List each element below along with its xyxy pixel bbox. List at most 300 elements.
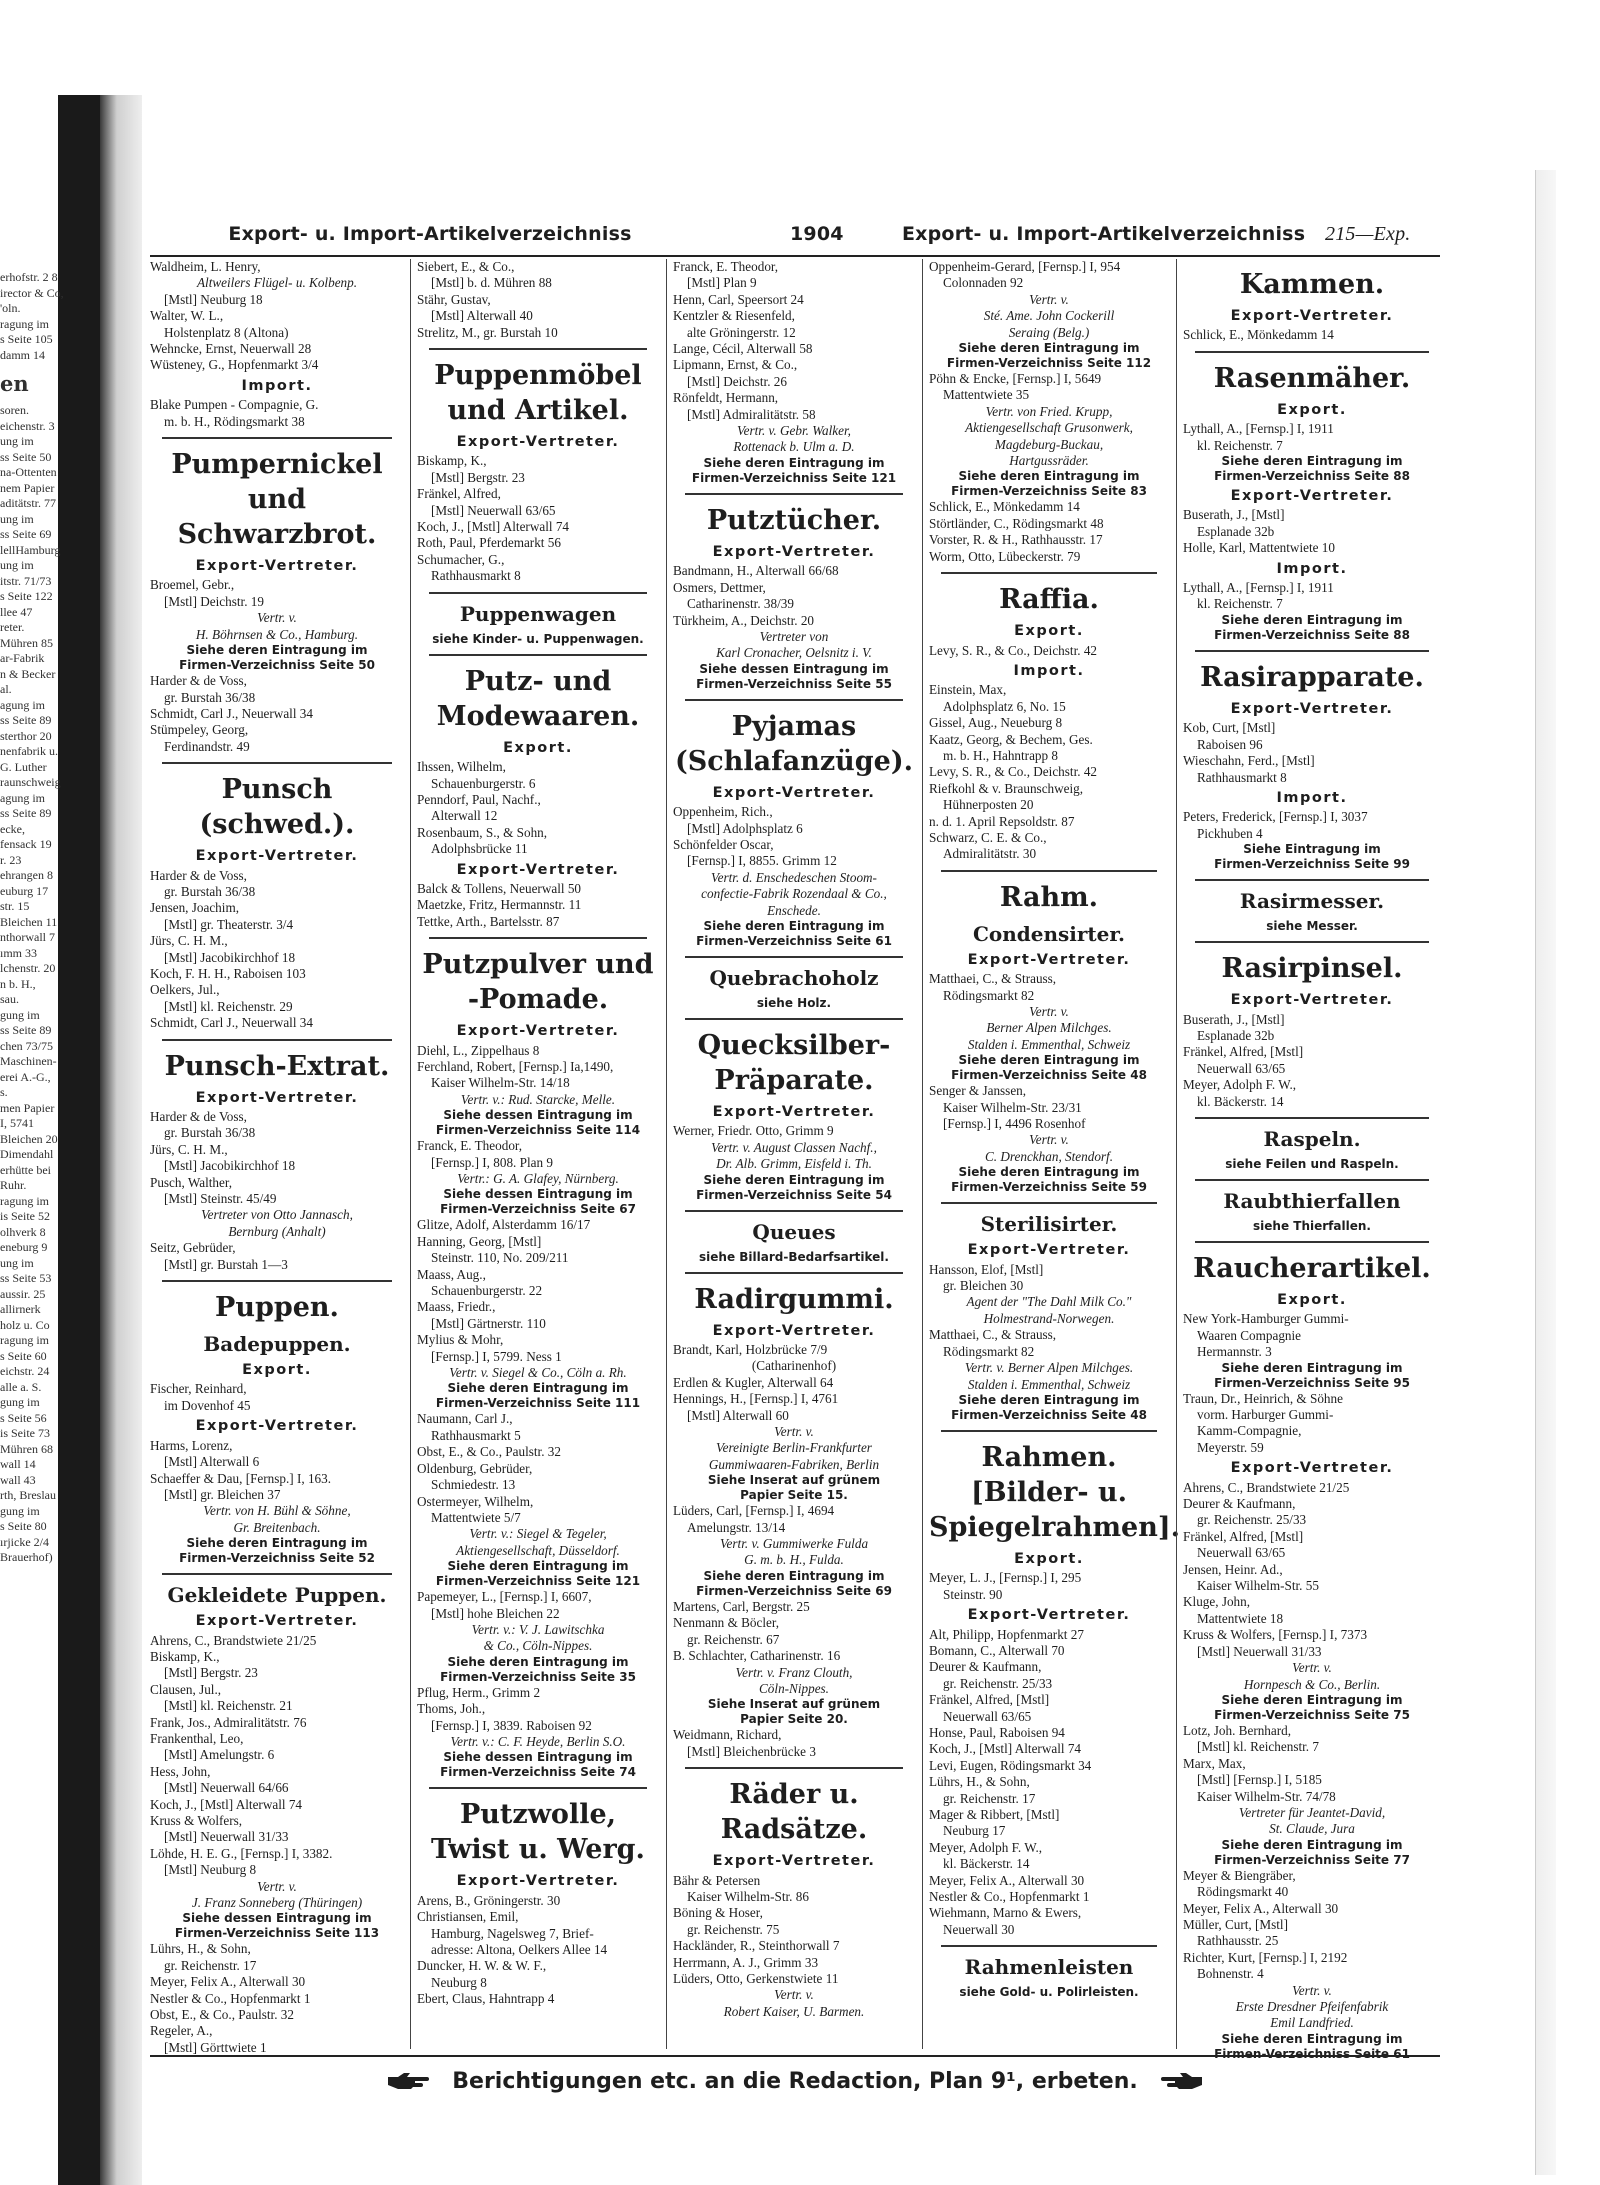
cross-reference-note: Siehe dessen Eintragung im [443,1187,633,1202]
representation-note: & Co., Cöln-Nippes. [483,1638,593,1654]
directory-entry: Kruss & Wolfers, [150,1813,243,1828]
representation-note: Berner Alpen Milchges. [986,1020,1112,1036]
cross-reference-note: Firmen-Verzeichniss Seite 77 [1214,1852,1410,1867]
cross-reference-note: Firmen-Verzeichniss Seite 54 [696,1187,892,1202]
section-divider [685,1767,903,1769]
directory-entry: kl. Bäckerstr. 14 [1197,1093,1284,1109]
directory-entry: Harder & de Voss, [150,867,247,883]
facing-page-line: agung im [0,697,45,712]
cross-reference-note: Firmen-Verzeichniss Seite 114 [435,1123,641,1138]
directory-entry: Fränkel, Alfred, [Mstl] [1183,1044,1304,1060]
pointing-hand-left-icon [1156,2071,1204,2091]
directory-entry: Lüders, Carl, [Fernsp.] I, 4694 [673,1503,835,1519]
section-divider [1195,1241,1429,1243]
cross-reference-note: Firmen-Verzeichniss Seite 69 [696,1583,892,1598]
footer-notice [150,2055,1440,2105]
representation-note: Vertreter von Otto Jannasch, [201,1207,353,1223]
directory-entry: Steinstr. 110, No. 209/211 [431,1250,569,1266]
representation-note: Vertr. v. [774,1987,814,2003]
representation-note: Vertr. v. Franz Clouth, [735,1664,853,1680]
section-divider [1195,1117,1429,1119]
directory-entry: Maetzke, Fritz, Hermannstr. 11 [417,897,582,913]
cross-reference-note: Siehe deren Eintragung im [958,1392,1140,1407]
cross-reference-note: Siehe dessen Eintragung im [443,1750,633,1765]
directory-entry: gr. Burstah 36/38 [164,1125,256,1141]
category-heading: Putzwolle, Twist u. Werg. [431,1799,645,1866]
facing-page-line: allirnerk [0,1302,41,1316]
facing-page-line: s Seite 60 [0,1348,47,1363]
directory-entry: Franck, E. Theodor, [673,259,779,274]
directory-entry: Levy, S. R., & Co., Deichstr. 42 [929,642,1098,658]
directory-entry: Rödingsmarkt 82 [943,987,1035,1003]
footer-text: Berichtigungen etc. an die Redaction, Plan 9¹, erbeten. [452,2068,1138,2094]
directory-entry: Buserath, J., [Mstl] [1183,507,1285,523]
cross-reference-note: Siehe deren Eintragung im [1221,1837,1403,1852]
cross-reference-note: Siehe deren Eintragung im [447,1559,629,1574]
representation-note: Gummiwaaren-Fabriken, Berlin [708,1456,880,1472]
directory-entry: Kentzler & Riesenfeld, [673,308,795,324]
directory-entry: Wiehmann, Marno & Ewers, [929,1905,1082,1921]
representation-note: Vertreter für Jeantet-David, [1238,1804,1386,1820]
directory-entry: Maass, Friedr., [417,1299,496,1315]
facing-page-line: al. [0,682,12,696]
section-label: Export-Vertreter. [712,1853,876,1870]
directory-entry: Neuburg 17 [943,1823,1006,1839]
directory-entry: Hansson, Elof, [Mstl] [929,1261,1044,1277]
directory-entry: Schaeffer & Dau, [Fernsp.] I, 163. [150,1470,332,1486]
facing-page-fragment [0,270,84,2100]
section-label: Export-Vertreter. [1230,488,1394,505]
directory-entry: [Mstl] Bergstr. 23 [164,1665,258,1681]
directory-entry: Penndorf, Paul, Nachf., [417,791,541,807]
directory-entry: Pickhuben 4 [1197,825,1263,841]
cross-reference-note: Firmen-Verzeichniss Seite 67 [440,1202,636,1217]
facing-page-line: ragung im [0,316,49,331]
page-number: 215—Exp. [1325,223,1411,245]
directory-entry: n. d. 1. April Repsoldstr. 87 [929,813,1075,829]
directory-entry: vorm. Harburger Gummi- [1197,1407,1334,1422]
section-divider [1195,941,1429,943]
directory-entry: Ostermeyer, Wilhelm, [417,1493,534,1509]
representation-note: Vertr.: G. A. Glafey, Nürnberg. [457,1171,619,1186]
category-heading: Raffia. [999,584,1099,616]
representation-note: Seraing (Belg.) [1008,324,1090,340]
section-divider [429,1787,647,1789]
cross-reference-note: Papier Seite 15. [740,1488,848,1503]
directory-entry: Ferdinandstr. 49 [164,738,250,754]
directory-entry: [Mstl] [Fernsp.] I, 5185 [1197,1772,1322,1788]
directory-entry: Ahrens, C., Brandstwiete 21/25 [150,1632,317,1648]
directory-entry: gr. Reichenstr. 75 [687,1921,780,1937]
facing-page-line: I, 5741 [0,1116,34,1130]
facing-page-line: men Papier [0,1100,55,1115]
facing-page-line: reter. [0,620,25,634]
representation-note: Vertr. v.: C. F. Heyde, Berlin S.O. [450,1733,626,1749]
directory-entry: Schwarz, C. E. & Co., [929,829,1047,845]
directory-entry: Rödingsmarkt 82 [943,1343,1035,1359]
directory-entry: [Mstl] Admiralitätstr. 58 [687,406,816,422]
representation-note: Rottenack b. Ulm a. D. [733,439,855,455]
cross-reference-note: Firmen-Verzeichniss Seite 50 [179,658,375,673]
facing-page-line: s. [0,1085,8,1099]
directory-entry: Brandt, Karl, Holzbrücke 7/9 [673,1342,828,1357]
facing-page-line: Ruhr. [0,1178,27,1192]
directory-entry: Henn, Carl, Speersort 24 [673,291,804,307]
directory-entry: Hess, John, [150,1763,211,1779]
directory-entry: gr. Bleichen 30 [943,1278,1024,1294]
facing-page-line: Mühren 85 [0,635,53,650]
directory-entry: Koch, J., [Mstl] Alterwall 74 [929,1741,1082,1757]
section-divider [429,348,647,350]
directory-entry: [Mstl] Neuerwall 63/65 [431,502,556,518]
cross-reference-note: Firmen-Verzeichniss Seite 121 [691,470,897,485]
section-label: Export-Vertreter. [195,1613,359,1630]
directory-entry: kl. Reichenstr. 7 [1197,437,1283,453]
category-heading: Pumpernickel und Schwarzbrot. [171,449,383,551]
directory-entry: Nestler & Co., Hopfenmarkt 1 [150,1990,311,2006]
directory-entry: Meyer, L. J., [Fernsp.] I, 295 [929,1570,1082,1586]
directory-entry: Pusch, Walther, [150,1174,233,1190]
directory-entry: Lührs, H., & Sohn, [929,1774,1030,1790]
directory-entry: Weidmann, Richard, [673,1727,782,1743]
directory-entry: Franck, E. Theodor, [417,1138,523,1154]
category-heading: Pyjamas (Schlafanzüge). [674,710,914,777]
directory-entry: Adolphsplatz 6, No. 15 [943,698,1066,714]
section-divider [1195,351,1429,353]
representation-note: Emil Landfried. [1270,2015,1354,2031]
directory-entry: New York-Hamburger Gummi- [1183,1311,1349,1327]
category-heading: Puppen. [215,1292,339,1324]
section-label: Export-Vertreter. [967,1607,1131,1624]
directory-entry: [Mstl] Deichstr. 19 [164,593,264,609]
directory-entry: [Mstl] Alterwall 6 [164,1454,260,1470]
facing-page-line: ss Seite 89 [0,1023,52,1037]
directory-entry: Fränkel, Alfred, [Mstl] [1183,1528,1304,1544]
section-label: Export-Vertreter. [456,434,620,451]
directory-entry: Bähr & Petersen [673,1872,761,1888]
directory-entry: adresse: Altona, Oelkers Allee 14 [431,1942,608,1957]
directory-entry: Balck & Tollens, Neuerwall 50 [417,880,582,896]
facing-page-line: ımm 33 [0,945,38,960]
directory-entry: Neuerwall 63/65 [1197,1545,1286,1561]
representation-note: Vertr. v. [257,610,297,626]
cross-reference-note: Siehe deren Eintragung im [703,455,885,470]
facing-page-line: ung im [0,434,34,448]
directory-entry: Deurer & Kaufmann, [1183,1496,1296,1512]
directory-entry: Frank, Jos., Admiralitätstr. 76 [150,1714,307,1730]
directory-entry: Hühnerposten 20 [943,797,1034,813]
cross-reference-note: Siehe deren Eintragung im [186,1536,368,1551]
directory-entry: Ihssen, Wilhelm, [417,759,506,775]
facing-page-line: Dimendahl [0,1147,54,1161]
cross-reference-note: Firmen-Verzeichniss Seite 88 [1214,469,1410,484]
directory-entry: Koch, J., [Mstl] Alterwall 74 [150,1796,303,1812]
directory-entry: Holle, Karl, Mattentwiete 10 [1183,540,1335,556]
representation-note: H. Böhrnsen & Co., Hamburg. [195,626,359,642]
directory-entry: Kamm-Compagnie, [1197,1423,1302,1439]
facing-page-line: itstr. 71/73 [0,573,52,588]
directory-entry: Ferchland, Robert, [Fernsp.] Ia,1490, [417,1058,614,1074]
section-divider [1195,879,1429,881]
directory-entry: Stähr, Gustav, [417,291,491,307]
cross-reference-note: Firmen-Verzeichniss Seite 61 [1214,2046,1410,2061]
cross-reference-note: Siehe deren Eintragung im [447,1654,629,1669]
directory-entry: Levy, S. R., & Co., Deichstr. 42 [929,764,1098,780]
facing-page-line: G. Luther [0,759,47,774]
facing-page-line: euburg 17 [0,883,49,898]
representation-note: Vertr. von Fried. Krupp, [985,403,1113,419]
directory-entry: Holstenplatz 8 (Altona) [164,324,289,340]
representation-note: Vertr. v. Berner Alpen Milchges. [964,1360,1134,1376]
cross-reference-note: Firmen-Verzeichniss Seite 99 [1214,857,1410,872]
facing-page-line: Maschinen- [0,1054,57,1068]
representation-note: Aktiengesellschaft, Düsseldorf. [456,1542,620,1558]
facing-page-line: ırjicke 2/4 [0,1534,49,1549]
section-divider [429,592,647,594]
directory-entry: Harder & de Voss, [150,673,247,689]
section-divider [941,572,1157,574]
representation-note: Aktiengesellschaft Grusonwerk, [965,420,1133,436]
cross-reference-note: Siehe Eintragung im [1243,842,1381,857]
facing-page-line: nenfabrik u. [0,744,58,758]
representation-note: Dr. Alb. Grimm, Eisfeld i. Th. [716,1156,872,1172]
directory-entry: Oppenheim-Gerard, [Fernsp.] I, 954 [929,259,1121,274]
section-label: Export-Vertreter. [712,543,876,560]
directory-entry: alte Gröningerstr. 12 [687,324,796,340]
facing-page-line: ss Seite 69 [0,527,52,541]
section-label: Import. [1276,789,1348,806]
cross-reference-note: Siehe deren Eintragung im [1221,2031,1403,2046]
cross-reference-note: Firmen-Verzeichniss Seite 61 [696,933,892,948]
directory-entry: [Mstl] b. d. Mühren 88 [431,275,552,291]
directory-entry: Wüsteney, G., Hopfenmarkt 3/4 [150,357,319,373]
cross-reference-note: Siehe deren Eintragung im [1221,1692,1403,1707]
directory-entry: Traun, Dr., Heinrich, & Söhne [1183,1390,1343,1406]
directory-entry: Peters, Frederick, [Fernsp.] I, 3037 [1183,809,1368,825]
category-subheading: Badepuppen. [203,1332,351,1357]
directory-entry: m. b. H., Hahntrapp 8 [943,747,1059,763]
category-subheading: Puppenwagen [459,601,617,626]
running-head-right: Export- u. Import-Artikelverzeichniss [902,223,1306,245]
directory-entry: im Dovenhof 45 [164,1397,251,1413]
directory-entry: Colonnaden 92 [943,275,1024,291]
section-label: Export-Vertreter. [1230,308,1394,324]
directory-entry: Rathhausmarkt 8 [1197,769,1287,785]
directory-entry: Levi, Eugen, Rödingsmarkt 34 [929,1757,1092,1773]
facing-page-line: eichstr. 24 [0,1364,50,1378]
directory-entry: Fränkel, Alfred, [Mstl] [929,1692,1050,1708]
directory-entry: Hermannstr. 3 [1197,1344,1272,1360]
directory-entry: [Mstl] Plan 9 [687,275,757,291]
facing-page-line: ragung im [0,1193,49,1208]
cross-reference-note: Firmen-Verzeichniss Seite 52 [179,1551,375,1566]
facing-page-line: nem Papier [0,480,55,495]
facing-page-line: is Seite 73 [0,1426,50,1440]
facing-page-line: ss Seite 89 [0,806,52,820]
directory-entry: [Mstl] gr. Burstah 1—3 [164,1256,288,1272]
directory-entry: Harms, Lorenz, [150,1437,233,1453]
facing-page-line: ehrangen 8 [0,868,53,882]
directory-entry: Neuerwall 63/65 [943,1708,1032,1724]
directory-entry: Steinstr. 90 [943,1586,1003,1602]
representation-note: Erste Dresdner Pfeifenfabrik [1235,1999,1389,2014]
directory-entry: Admiralitätstr. 30 [943,846,1037,862]
facing-page-line: ragung im [0,1333,49,1347]
section-divider [685,1272,903,1274]
directory-entry: Walter, W. L., [150,308,224,324]
cross-reference-note: Siehe deren Eintragung im [703,1568,885,1583]
column-4 [922,259,1181,2049]
section-label: Import. [1276,560,1348,577]
directory-entry: [Mstl] hohe Bleichen 22 [431,1605,560,1621]
directory-entry: Seitz, Gebrüder, [150,1240,236,1256]
section-label: Export-Vertreter. [456,1023,620,1040]
directory-entry: Meyer, Adolph F. W., [1183,1077,1297,1093]
section-label: Export. [242,1362,312,1379]
cross-reference-note: siehe Messer. [1266,919,1358,934]
directory-entry: Schauenburgerstr. 22 [431,1283,543,1299]
directory-entry: Jürs, C. H. M., [150,1141,228,1157]
directory-entry: Wehncke, Ernst, Neuerwall 28 [150,341,312,357]
directory-entry: [Fernsp.] I, 8855. Grimm 12 [687,853,837,869]
facing-page-line: damm 14 [0,347,45,362]
section-divider [162,1280,392,1282]
representation-note: C. Drenckhan, Stendorf. [984,1148,1114,1164]
representation-note: Vertr. v. Siegel & Co., Cöln a. Rh. [449,1365,627,1381]
directory-entry: Mattentwiete 18 [1197,1610,1284,1626]
representation-note: Vertr. v. [1029,291,1069,307]
directory-entry: [Fernsp.] I, 4496 Rosenhof [943,1116,1086,1132]
directory-entry: Siebert, E., & Co., [417,259,515,274]
cross-reference-note: Firmen-Verzeichniss Seite 48 [951,1407,1147,1422]
facing-page-line: ung im [0,1255,34,1270]
category-heading: Rasirapparate. [1200,661,1424,693]
representation-note: Vertr. v. [1029,1004,1069,1019]
category-subheading: Rasirmesser. [1239,889,1385,914]
cross-reference-note: Siehe Inserat auf grünem [707,1473,881,1488]
directory-entry: Ebert, Claus, Hahntrapp 4 [417,1991,555,2007]
representation-note: Vertr. v. [1292,1982,1332,1998]
column-5 [1176,259,1441,2061]
directory-entry: gr. Reichenstr. 25/33 [943,1675,1053,1691]
directory-entry: Marx, Max, [1183,1755,1246,1771]
facing-page-line: gung im [0,1007,40,1022]
directory-entry: Naumann, Carl J., [417,1411,513,1427]
directory-entry: Mattentwiete 5/7 [431,1509,521,1525]
directory-entry: Türkheim, A., Deichstr. 20 [673,612,815,628]
directory-entry: Kluge, John, [1183,1594,1251,1610]
facing-page-line: na-Ottenten [0,465,57,479]
column-1 [150,259,410,2055]
section-label: Export-Vertreter. [195,1089,359,1106]
directory-entry: Martens, Carl, Bergstr. 25 [673,1598,810,1614]
facing-page-line: holz u. Co [0,1317,50,1332]
directory-entry: Matthaei, C., & Strauss, [929,1327,1057,1343]
category-heading: Puppenmöbel und Artikel. [434,360,642,427]
representation-note: Vereinigte Berlin-Frankfurter [716,1440,872,1456]
directory-entry: Schmidt, Carl J., Neuerwall 34 [150,705,313,721]
category-subheading: Gekleidete Puppen. [167,1583,387,1608]
category-subheading: Sterilisirter. [980,1212,1118,1237]
section-label: Export-Vertreter. [1230,992,1394,1009]
directory-entry: Pflug, Herm., Grimm 2 [417,1684,541,1700]
cross-reference-note: Firmen-Verzeichniss Seite 55 [696,676,892,691]
section-divider [429,654,647,656]
representation-note: Altweilers Flügel- u. Kolbenp. [196,275,358,291]
section-label: Export-Vertreter. [967,951,1131,968]
directory-entry: Amelungstr. 13/14 [687,1519,786,1535]
facing-page-line: ung im [0,558,34,572]
directory-entry: Lange, Cécil, Alterwall 58 [673,341,813,357]
facing-page-line: agung im [0,790,45,805]
section-label: Import. [241,377,313,394]
directory-entry: [Mstl] kl. Reichenstr. 29 [164,998,293,1014]
facing-page-line: ung im [0,511,34,526]
section-divider [162,1573,392,1575]
directory-entry: Strelitz, M., gr. Burstah 10 [417,324,558,340]
directory-entry: Herrmann, A. J., Grimm 33 [673,1954,819,1970]
directory-entry: Papemeyer, L., [Fernsp.] I, 6607, [417,1589,592,1605]
representation-note: Karl Cronacher, Oelsnitz i. V. [716,645,872,661]
page-edge [1535,170,1556,2175]
section-label: Export-Vertreter. [195,558,359,575]
directory-entry: Senger & Janssen, [929,1083,1027,1099]
facing-page-line: ss Seite 53 [0,1271,52,1285]
category-heading: Radirgummi. [694,1283,894,1315]
directory-entry: Richter, Kurt, [Fernsp.] I, 2192 [1183,1949,1348,1965]
directory-entry: Christiansen, Emil, [417,1909,519,1925]
section-label: Export-Vertreter. [712,1103,876,1120]
cross-reference-note: Papier Seite 20. [740,1712,848,1727]
directory-entry: Schönfelder Oscar, [673,836,774,852]
facing-page-line: eichenstr. 3 [0,418,55,433]
directory-entry: Rödingsmarkt 40 [1197,1884,1289,1900]
directory-entry: Rönfeldt, Hermann, [673,390,779,406]
representation-note: Vertr. v.: V. J. Lawitschka [471,1621,605,1637]
directory-entry: [Mstl] Alterwall 60 [687,1407,789,1423]
directory-entry: Nestler & Co., Hopfenmarkt 1 [929,1889,1090,1905]
category-heading: Rasenmäher. [1213,362,1411,394]
cross-reference-note: Siehe deren Eintragung im [1221,454,1403,469]
directory-entry: gr. Reichenstr. 25/33 [1197,1512,1307,1528]
directory-entry: Hackländer, R., Steinthorwall 7 [673,1938,840,1954]
category-heading: Punsch-Extrat. [164,1050,390,1082]
directory-entry: Koch, F. H. H., Raboisen 103 [150,965,306,981]
facing-page-line: rth, Breslau [0,1488,56,1502]
representation-note: St. Claude, Jura [1269,1821,1355,1837]
cross-reference-note: Siehe deren Eintragung im [186,643,368,658]
section-divider [941,870,1157,872]
facing-page-line: gung im [0,1503,40,1518]
category-heading: Punsch (schwed.). [199,774,355,841]
directory-entry: Neuburg 8 [431,1974,487,1990]
cross-reference-note: Firmen-Verzeichniss Seite 111 [435,1396,641,1411]
directory-entry: Meyer, Felix A., Alterwall 30 [1183,1900,1339,1916]
cross-reference-note: Siehe Inserat auf grünem [707,1697,881,1712]
directory-entry: Löhde, H. E. G., [Fernsp.] I, 3382. [150,1845,333,1861]
directory-entry: [Mstl] kl. Reichenstr. 7 [1197,1739,1319,1755]
directory-entry: B. Schlachter, Catharinenstr. 16 [673,1648,841,1664]
directory-entry: Buserath, J., [Mstl] [1183,1011,1285,1027]
directory-entry: [Mstl] Neuerwall 31/33 [164,1829,289,1845]
cross-reference-note: siehe Kinder- u. Puppenwagen. [432,631,644,646]
section-divider [1195,650,1429,652]
directory-entry: Catharinenstr. 38/39 [687,596,794,612]
directory-entry: Neuerwall 63/65 [1197,1060,1286,1076]
section-label: Export-Vertreter. [712,1322,876,1339]
directory-entry: Werner, Friedr. Otto, Grimm 9 [673,1123,834,1139]
facing-page-line: lellHamburg [0,542,61,557]
